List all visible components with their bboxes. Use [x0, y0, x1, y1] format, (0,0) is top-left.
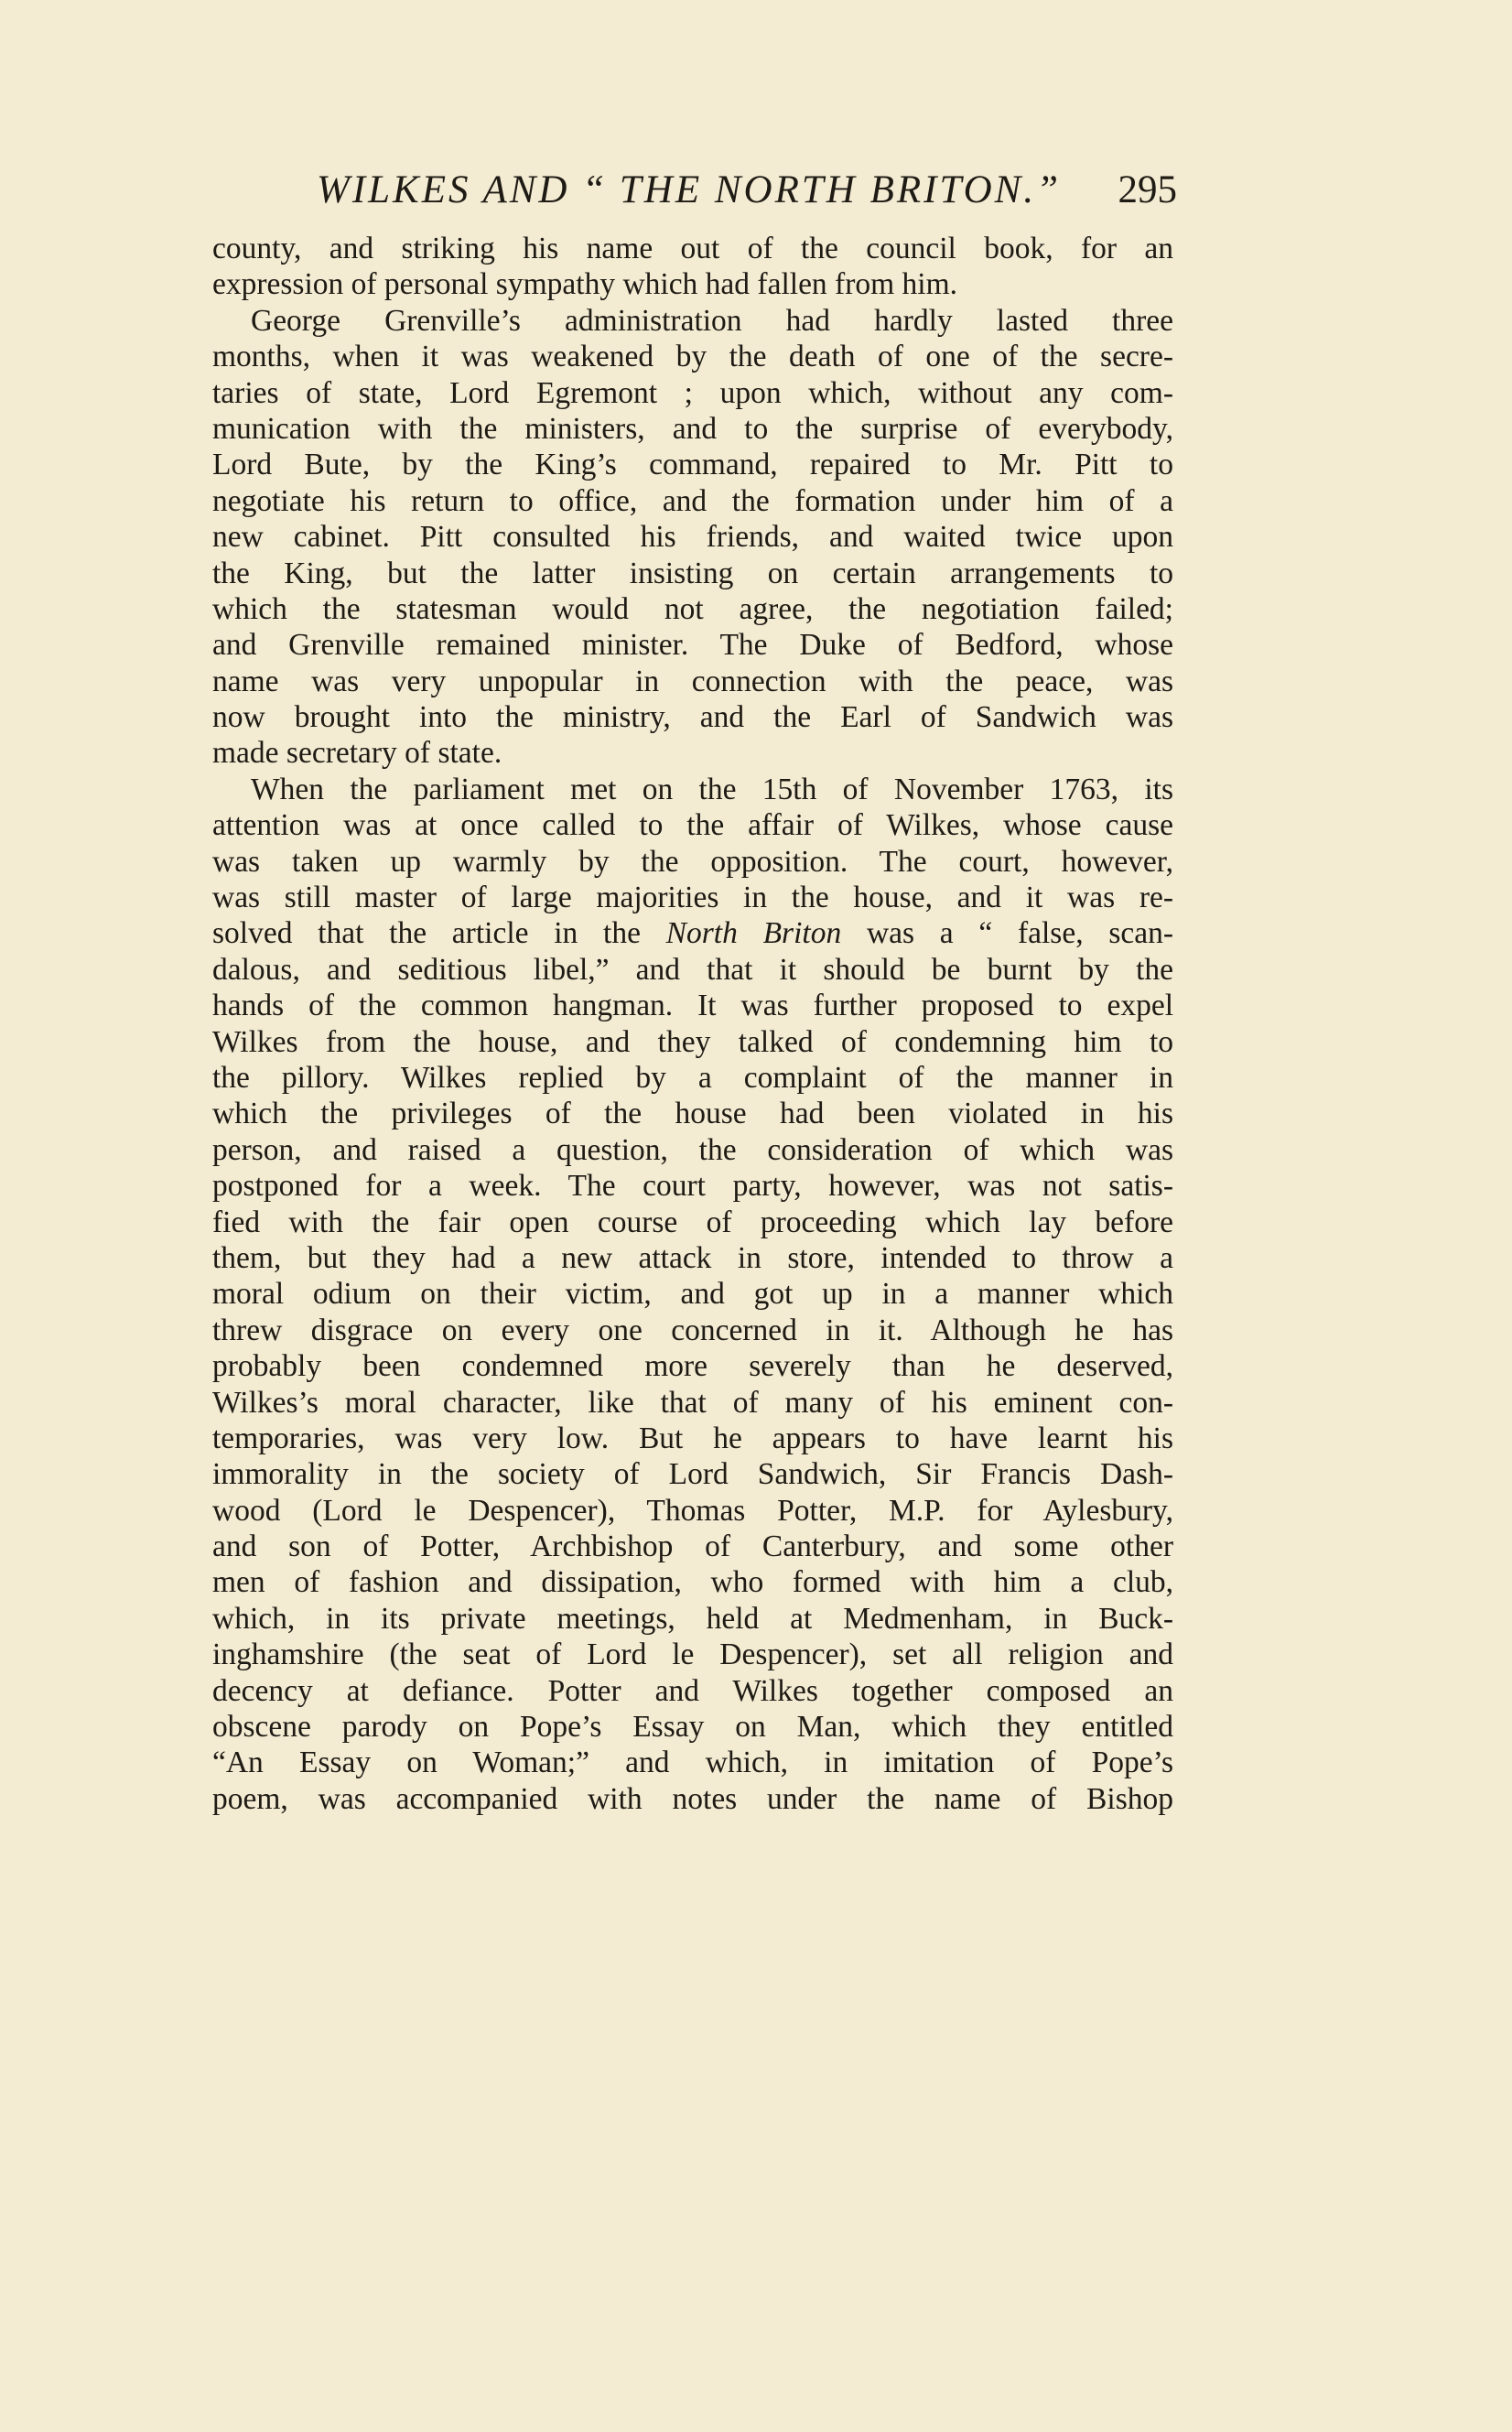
text-line: temporaries, was very low. But he appears to have learnt his: [212, 1421, 1173, 1455]
text-line: probably been condemned more severely than he deserved,: [212, 1349, 1173, 1384]
text-line: months, when it was weakened by the death of one of the secre-: [212, 340, 1173, 374]
text-line: made secretary of state.: [212, 736, 502, 771]
text-line: dalous, and seditious libel,” and that it should be burnt by the: [212, 952, 1173, 987]
running-title: WILKES AND “ THE NORTH BRITON.”: [317, 168, 1061, 211]
italic-title: North Briton: [665, 916, 842, 951]
text-line: which the privileges of the house had been violated in his: [212, 1097, 1173, 1131]
text-line: postponed for a week. The court party, however, was not satis-: [212, 1169, 1173, 1204]
text-line: moral odium on their victim, and got up in a manner which: [212, 1277, 1173, 1312]
text-line: fied with the fair open course of proceeding which lay before: [212, 1205, 1173, 1239]
text-line: which the statesman would not agree, the negotiation failed;: [212, 591, 1173, 626]
text-line: person, and raised a question, the consideration of which was: [212, 1132, 1173, 1167]
text-line: negotiate his return to office, and the formation under him of a: [212, 483, 1173, 518]
text-line: decency at defiance. Potter and Wilkes together composed an: [212, 1673, 1173, 1708]
text-line: now brought into the ministry, and the Earl of Sandwich was: [212, 700, 1173, 735]
text-line: threw disgrace on every one concerned in it. Although he has: [212, 1313, 1173, 1347]
page-number: 295: [1118, 168, 1177, 211]
text-line: Wilkes’s moral character, like that of many of his eminent con-: [212, 1385, 1173, 1420]
text-line: George Grenville’s administration had hardly lasted three: [251, 303, 1173, 338]
text-line: men of fashion and dissipation, who formed with him a club,: [212, 1565, 1173, 1600]
text-line: new cabinet. Pitt consulted his friends, and waited twice upon: [212, 520, 1173, 555]
text-line: munication with the ministers, and to the surprise of everybody,: [212, 411, 1173, 446]
text-line: taries of state, Lord Egremont ; upon which, without any com-: [212, 375, 1173, 410]
text-line: the King, but the latter insisting on certain arrangements to: [212, 556, 1173, 590]
text-line: Lord Bute, by the King’s command, repaired to Mr. Pitt to: [212, 448, 1173, 482]
body-text: [212, 231, 1173, 1817]
text-line: poem, was accompanied with notes under the name of Bishop: [212, 1781, 1173, 1816]
text-line: name was very unpopular in connection with the peace, was: [212, 664, 1173, 698]
text-line: them, but they had a new attack in store, intended to throw a: [212, 1240, 1173, 1275]
text-line: inghamshire (the seat of Lord le Despencer), set all religion and: [212, 1638, 1173, 1672]
text-line: county, and striking his name out of the council book, for an: [212, 232, 1173, 265]
text-run: solved that the article in the: [212, 916, 666, 951]
text-line: the pillory. Wilkes replied by a complaint of the manner in: [212, 1060, 1173, 1095]
text-line: hands of the common hangman. It was further proposed to expel: [212, 989, 1173, 1023]
text-line: and son of Potter, Archbishop of Canterbury, and some other: [212, 1529, 1173, 1564]
text-line: “An Essay on Woman;” and which, in imitation of Pope’s: [212, 1746, 1173, 1780]
text-line: obscene parody on Pope’s Essay on Man, which they entitled: [212, 1710, 1173, 1745]
text-line: which, in its private meetings, held at Medmenham, in Buck-: [212, 1601, 1173, 1636]
text-line: wood (Lord le Despencer), Thomas Potter, M.P. for Aylesbury,: [212, 1493, 1173, 1528]
text-line: When the parliament met on the 15th of November 1763, its: [251, 772, 1173, 806]
text-line: Wilkes from the house, and they talked of condemning him to: [212, 1024, 1173, 1059]
text-line: expression of personal sympathy which had fallen from him.: [212, 267, 958, 302]
text-line: [212, 915, 1173, 951]
text-line: and Grenville remained minister. The Duke of Bedford, whose: [212, 628, 1173, 663]
text-line: attention was at once called to the affair of Wilkes, whose cause: [212, 808, 1173, 843]
running-head: [317, 163, 1177, 218]
text-run: was a “ false, scan-: [841, 916, 1173, 951]
text-line: immorality in the society of Lord Sandwich, Sir Francis Dash-: [212, 1457, 1173, 1492]
text-line: was still master of large majorities in the house, and it was re-: [212, 881, 1173, 915]
text-line: was taken up warmly by the opposition. The court, however,: [212, 844, 1173, 879]
